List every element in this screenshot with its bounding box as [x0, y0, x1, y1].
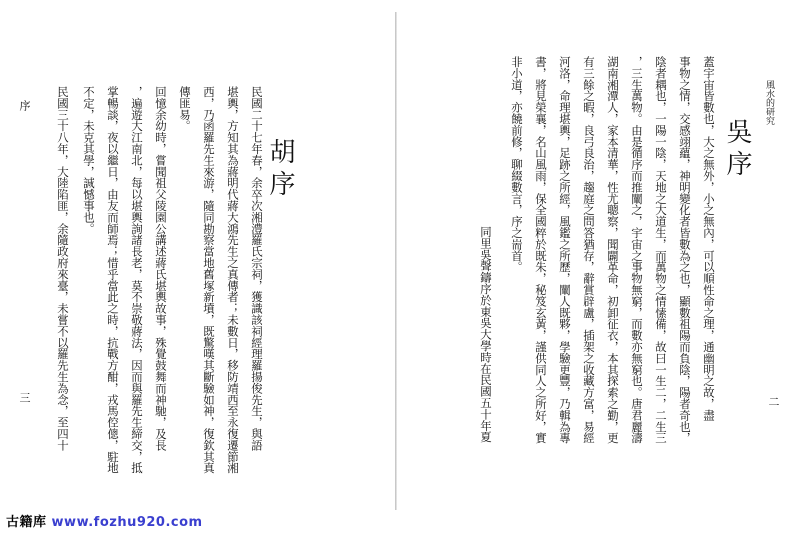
text-column: 不定，未克其學，誠憾事也。 — [82, 86, 96, 235]
page-label: 序 — [18, 100, 31, 111]
text-column: 河洛，命理堪輿，足跡之所經，風鑑之所歷，闡人既夥，學驗更豐，乃輯為專 — [558, 56, 572, 444]
watermark-url: www.fozhu920.com — [51, 515, 203, 530]
text-column: 民國三十八年，大陸陷匪，余隨政府來臺，未嘗不以羅先生為念，至四十 — [56, 86, 70, 451]
left-page — [0, 0, 396, 534]
preface-heading: 胡序 — [265, 138, 295, 202]
preface-signature: 同里吳聲鑄序於東吳大學時在民國五十年夏 — [479, 226, 493, 443]
page-number-left: 三 — [18, 392, 31, 403]
text-column: ，遍遊大江南北，每以堪輿詢諸長老，莫不崇敬蔣法，因而與羅先生締交，抵 — [130, 86, 144, 474]
running-title: 風水的研究 — [764, 80, 774, 125]
preface-heading: 吳序 — [722, 118, 752, 182]
text-column: 掌暢談，夜以繼日，由友而師焉；惜乎當此之時，抗戰方酣，戎馬倥傯，駐地 — [106, 86, 120, 474]
right-page — [397, 0, 793, 534]
page-number-right: 二 — [767, 396, 780, 407]
text-column: 湖南湘潭人，家本清華，性尤聰察，聞闢革命，初卸征衣，本其探索之勤，更 — [606, 56, 620, 444]
text-column: 陰者耦也，一陽一陰，天地之大道生，而萬物之情愫備，故曰一生二，二生三 — [654, 56, 668, 444]
text-column: ，三生萬物。由是循序而推闡之，宇宙之事物無窮，而數亦無窮也。唐君麗濤 — [630, 56, 644, 444]
text-column: 蓋宇宙皆數也，大之無外，小之無內，可以順性命之理，通幽明之故，盡 — [702, 56, 716, 421]
text-column: 非小道，亦饒前修，聊綴數言，序之耑首。 — [510, 56, 524, 273]
text-column: 事物之情，交感翊蘊，神明變化者皆數為之也，顯數祖陽而負陰，陽者奇也， — [678, 56, 692, 444]
text-column: 回憶余幼時，嘗聞祖父陵園公講述蔣氏堪輿故事，殊覺鼓舞而神馳，及長 — [154, 86, 168, 451]
text-column: 西，乃函羅先生來游，隨同勘察當地舊塚新墳，既驚嘆其斷驗如神，復欽其真 — [202, 86, 216, 474]
text-column: 傳匪易。 — [178, 86, 192, 132]
text-column: 堪輿，方知其為蔣明代蔣大鴻先生之真傳者；未數日，移防靖西至永復遷節湘 — [226, 86, 240, 474]
text-column: 民國二十七年春，余卒次湘澧羅氏宗祠，獲識該祠經理羅揚俊先生，與語 — [250, 86, 264, 451]
site-watermark — [6, 511, 203, 530]
text-column: 有三餘之暇，良弓良治，趨庭之問答猶存，辭賞辟盧，插架之收藏方富，易經 — [582, 56, 596, 444]
text-column: 書，將見榮襄，名山風雨，保全國粹於既朱，秘笈玄黃，謹供同人之所好，實 — [534, 56, 548, 444]
watermark-site-name: 古籍库 — [6, 515, 47, 530]
